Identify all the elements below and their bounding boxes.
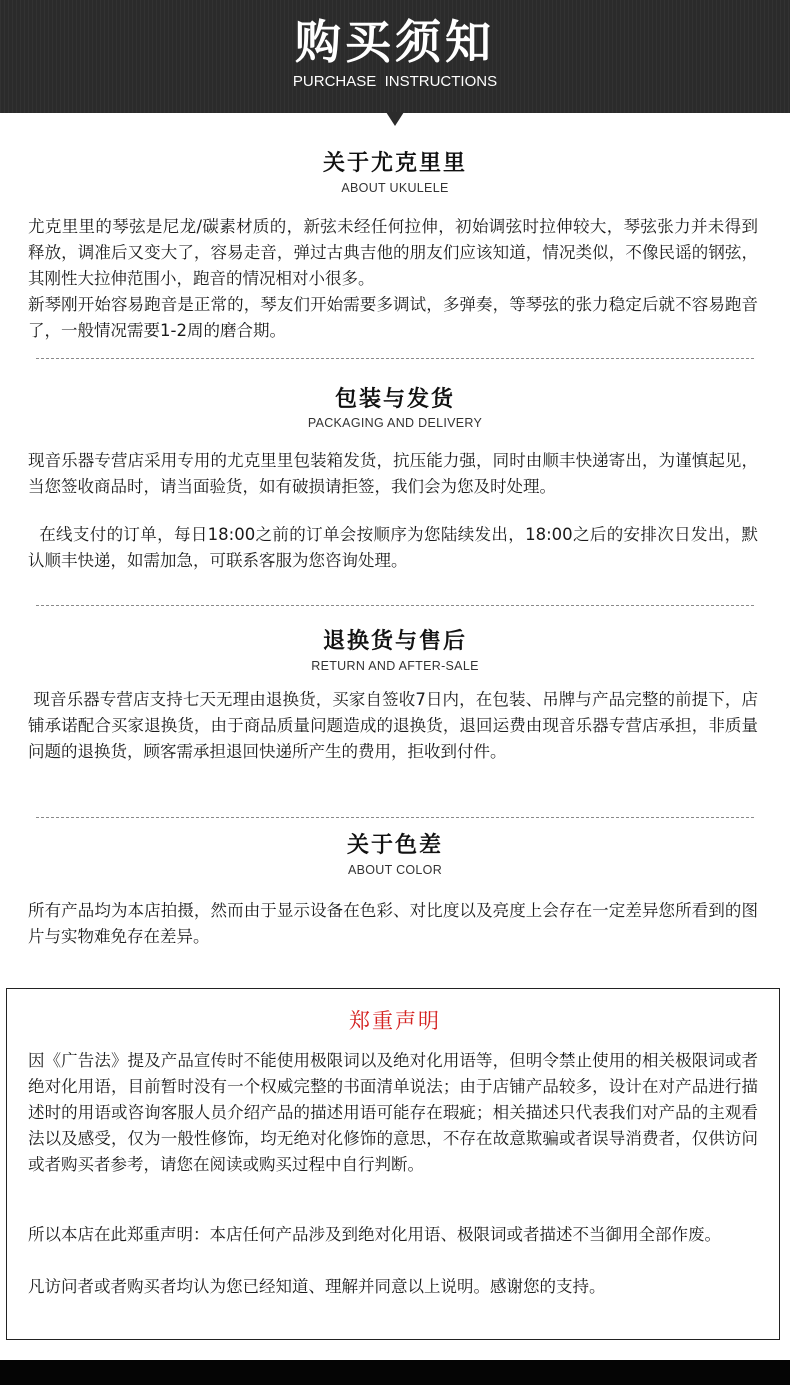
notice-paragraph: 因《广告法》提及产品宣传时不能使用极限词以及绝对化用语等，但明令禁止使用的相关极限词或者绝对化用语，目前暂时没有一个权威完整的书面清单说法；由于店铺产品较多，设计在对产品进行描述时的用语或咨询客服人员介绍产品的描述用语可能存在瑕疵；相关描述只代表我们对产品的主观看法以及感受，仅为一般性修饰，均无绝对化修饰的意思，不存在故意欺骗或者误导消费者，仅供访问或者购买者参考，请您在阅读或购买过程中自行判断。 <box>28 1051 758 1174</box>
section-paragraph: 现音乐器专营店支持七天无理由退换货，买家自签收7日内，在包装、吊牌与产品完整的前提下，店铺承诺配合买家退换货，由于商品质量问题造成的退换货，退回运费由现音乐器专营店承担，非质量问题的退换货，顾客需承担退回快递所产生的费用，拒收到付件。 <box>28 690 758 761</box>
notice-title: 郑重声明 <box>349 1009 441 1033</box>
section-subtitle-color: ABOUT COLOR <box>347 863 443 877</box>
section-paragraph: 所有产品均为本店拍摄，然而由于显示设备在色彩、对比度以及亮度上会存在一定差异您所看到的图片与实物难免存在差异。 <box>28 901 758 946</box>
section-subtitle-return: RETURN AND AFTER-SALE <box>311 659 479 673</box>
section-paragraph: 新琴刚开始容易跑音是正常的，琴友们开始需要多调试，多弹奏，等琴弦的张力稳定后就不容易跑音了，一般情况需要1-2周的磨合期。 <box>28 295 758 340</box>
page-title: 购买须知 <box>295 15 495 69</box>
section-subtitle-packaging: PACKAGING AND DELIVERY <box>307 416 483 430</box>
section-title-ukulele: 关于尤克里里 <box>322 151 467 176</box>
section-paragraph: 尤克里里的琴弦是尼龙/碳素材质的，新弦未经任何拉伸，初始调弦时拉伸较大，琴弦张力并未得到释放，调准后又变大了，容易走音，弹过古典吉他的朋友们应该知道，情况类似，不像民谣的钢弦，其刚性大拉伸范围小，跑音的情况相对小很多。 <box>28 217 758 288</box>
section-title-return: 退换货与售后 <box>322 629 467 654</box>
section-title-packaging: 包装与发货 <box>334 387 455 412</box>
notice-paragraph: 所以本店在此郑重声明：本店任何产品涉及到绝对化用语、极限词或者描述不当御用全部作废。 <box>28 1225 721 1244</box>
footer-bar <box>0 1360 790 1385</box>
section-divider <box>36 605 754 606</box>
header-pointer-icon <box>386 112 404 126</box>
section-paragraph: 在线支付的订单，每日18:00之前的订单会按顺序为您陆续发出，18:00之后的安排次日发出，默认顺丰快递，如需加急，可联系客服为您咨询处理。 <box>28 525 758 570</box>
section-paragraph: 现音乐器专营店采用专用的尤克里里包装箱发货，抗压能力强，同时由顺丰快递寄出，为谨慎起见，当您签收商品时，请当面验货，如有破损请拒签，我们会为您及时处理。 <box>28 451 758 496</box>
section-divider <box>36 817 754 818</box>
section-subtitle-ukulele: ABOUT UKULELE <box>341 181 449 195</box>
notice-paragraph: 凡访问者或者购买者均认为您已经知道、理解并同意以上说明。感谢您的支持。 <box>28 1277 606 1296</box>
section-divider <box>36 358 754 359</box>
page-subtitle: PURCHASE INSTRUCTIONS <box>292 73 498 90</box>
section-title-color: 关于色差 <box>346 833 443 858</box>
